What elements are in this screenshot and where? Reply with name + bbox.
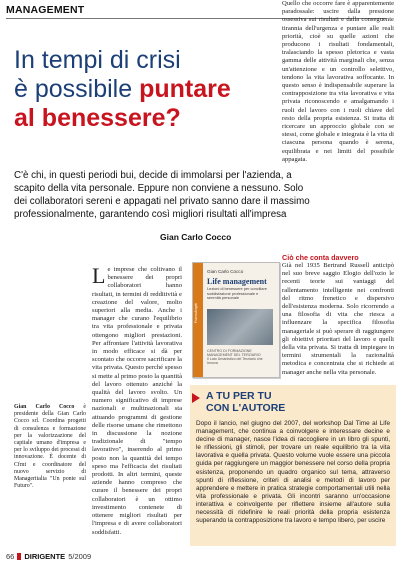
author-box-title [206, 390, 285, 414]
headline-line-2-text: è possibile [14, 75, 140, 103]
book-author: Gian Carlo Cocco [207, 269, 244, 274]
footer-marker [17, 553, 21, 560]
byline: Gian Carlo Cocco [160, 232, 232, 242]
right-column-bottom-text: Già nel 1935 Bertrand Russell anticipò nel suo breve saggio Elogio dell'ozio le recenti teorie sui vantaggi del rallentamento intelligente nei confronti del ritmo frenetico e dispersivo dell'esistenza moderna. Solo ricorrendo a una filosofia di vita che riesca a influenzare la specifica filosofia manageriale si può sperare di raggiungere gli obiettivi prioritari del lavoro e quelli della vita privata. Si tratta di impiegare in termini strumentali la razionalità metodica e concentrata che si richiede ai manager anche nella vita personale. [282, 262, 394, 376]
page-footer [6, 552, 91, 561]
book-series: Il Lato Umanistico del Terziario che Innova [207, 357, 263, 365]
headline-line-1: In tempi di crisi [14, 46, 181, 74]
author-box-title-line-2: CON L'AUTORE [206, 402, 286, 414]
arrow-icon [192, 393, 200, 403]
book-cover-photo [207, 309, 273, 345]
book-subtitle: Lezioni di benessere per conciliare soddisfazione professionale e serenità personale [207, 286, 267, 301]
page-headline [14, 46, 314, 133]
book-title: Life management [207, 277, 267, 286]
author-bio [14, 404, 86, 490]
bio-name: Gian Carlo Cocco [14, 404, 75, 410]
headline-highlight-1: puntare [139, 75, 231, 103]
article-body-text: e imprese che coltivano il benessere dei propri collaboratori hanno risultati, in termini di redditività e creazione del valore, molto superiori alla media. Anche i manager che curano l'equilibrio tra vita professionale e privata ottengono migliori prestazioni. Per affrontare l'attività lavorativa in modo efficace si dà per scontato che occorre sacrificare la vita privata. Questo perché spesso si mette al primo posto la quantità del lavoro ottenuto anziché la qualità del lavoro svolto. Un numero significativo di imprese nazionali e multinazionali sta attuando programmi di gestione delle risorse umane che rimettono in discussione la nozione tradizionale di "tempo lavorativo", inserendo al primo posto non la quantità del tempo speso ma l'efficacia dei risultati prodotti. In altri termini, queste aziende hanno compreso che curare il benessere dei propri collaboratori è un ottimo investimento contenete di ottenere migliori risultati per l'impresa e di avere collaboratori soddisfatti. [92, 266, 182, 536]
article-body-column [92, 263, 182, 537]
bio-text: è presidente della Gian Carlo Cocco srl. Coordina progetti di consulenza e formazione per la valorizzazione del capitale umano d'impresa e per lo sviluppo dei processi di innovazione. È docente di Cfmt e coordinatore del nuovo servizio di Manageritalia "Un ponte sul Futuro". [14, 404, 86, 490]
book-collana [207, 349, 273, 365]
issue-number: 5/2009 [68, 552, 92, 561]
section-label: MANAGEMENT [6, 4, 85, 16]
book-publisher: FrancoAngeli [194, 303, 198, 323]
author-box-text: Dopo il lancio, nel giugno del 2007, del workshop Dal Time al Life management, che continua a coinvolgere e interessare decine e decine di manager, nasce l'idea di raccogliere in un libro gli spunti, le riflessioni, gli stimoli, per trovare un reale equilibrio tra la vita lavorativa e quella privata. Questo volume vuole essere una piccola guida per raggiungere un maggior benessere nel corso della propria esistenza, proponendo un quadro organico sul tema, attraverso spunti di riflessione, criteri di analisi e metodi di lavoro per apprendere e mettere in pratica strategie comportamentali utili nella vita professionale e privata. Gli incontri saranno un'occasione interattiva e coinvolgente per riflettere insieme all'autore sulla necessità di ridefinire le reali priorità della propria esistenza superando la contrapposizione tra lavoro e tempo libero, per uscire [196, 420, 390, 525]
book-collana-name: CENTRO DI FORMAZIONE MANAGEMENT DEL TERZIARIO [207, 349, 261, 357]
drop-cap: L [92, 263, 106, 288]
article-lede: C'è chi, in questi periodi bui, decide di immolarsi per l'azienda, a scapito della vita personale. Eppure non conviene a nessuno. Solo dei collaboratori sereni e appagati nel privato sanno dare il massimo professionalmente, garantendo così migliori risultati all'impresa [14, 170, 310, 220]
subheading: Ciò che conta davvero [282, 253, 359, 262]
page-number: 66 [6, 552, 15, 561]
headline-line-2 [14, 75, 314, 104]
headline-highlight-2: al benessere? [14, 104, 181, 132]
magazine-name: DIRIGENTE [24, 552, 66, 561]
book-cover-image [192, 262, 280, 378]
right-column-top-text: Quello che occorre fare è apparentemente paradossale: uscire dalla pressione ossessiva sui risultati e dalla conseguente tirannia dell'urgenza e puntare alle reali priorità, cioè su quelle azioni che producono i risultati fondamentali, tralasciando la spesso pletorica e vasta gamma delle attività marginali che, senza un'attenzione e un controllo selettivo, tendono la vita lavorativa soffocante. In questo senso è indispensabile superare la contrapposizione tra vita lavorativa e vita privata riconoscendo e amalgamando i ruoli del lavoro con i ruoli chiave del resto della propria esistenza. Si tratta di ricercare un approccio globale con se stessi, come globale e integrata è la vita di ciascuna persona quando è serena, equilibrata e nei limiti del possibile appagata. [282, 0, 394, 163]
author-box-title-line-1: A TU PER TU [206, 390, 272, 402]
